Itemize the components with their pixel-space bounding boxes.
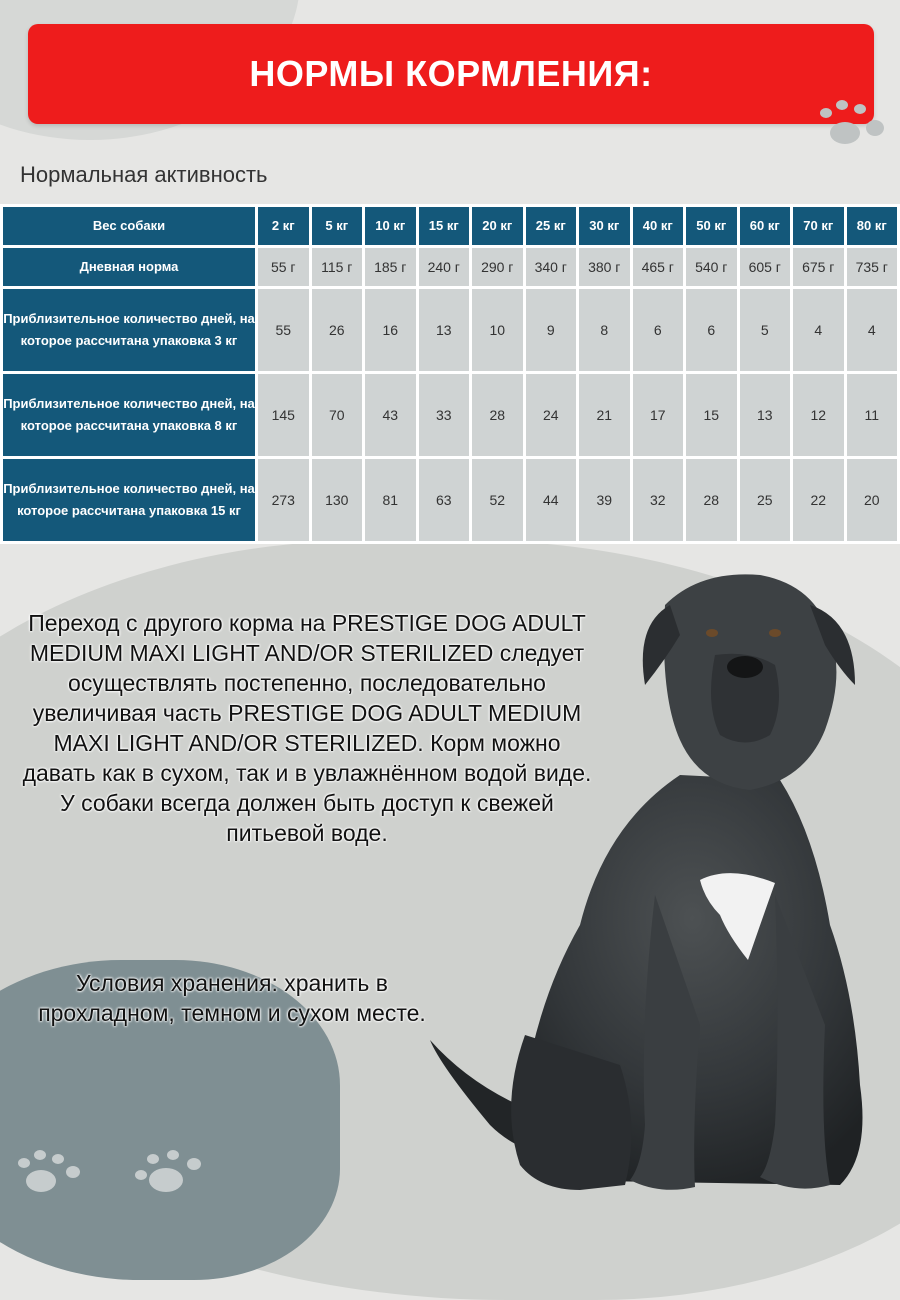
table-cell: 55 г [258,248,309,286]
table-row-days-8kg [3,374,897,456]
page-title: НОРМЫ КОРМЛЕНИЯ: [249,53,653,94]
table-cell: 43 [365,374,416,456]
table-cell: 12 [793,374,844,456]
table-row-daily-norm [3,248,897,286]
table-cell: 13 [740,374,791,456]
table-cell: 33 [419,374,470,456]
table-cell: 6 [633,289,684,371]
title-banner [28,24,874,124]
table-cell: 25 [740,459,791,541]
table-cell: 28 [472,374,523,456]
weight-header: 50 кг [686,207,737,245]
table-cell: 11 [847,374,898,456]
table-cell: 380 г [579,248,630,286]
table-cell: 735 г [847,248,898,286]
table-cell: 52 [472,459,523,541]
table-cell: 24 [526,374,577,456]
table-cell: 290 г [472,248,523,286]
table-cell: 32 [633,459,684,541]
weight-header: 5 кг [312,207,363,245]
feeding-table [0,204,900,544]
weight-header: 20 кг [472,207,523,245]
row-label: Приблизительное количество дней, на которое рассчитана упаковка 8 кг [3,374,255,456]
table-cell: 26 [312,289,363,371]
table-cell: 39 [579,459,630,541]
table-cell: 273 [258,459,309,541]
table-cell: 44 [526,459,577,541]
table-cell: 21 [579,374,630,456]
weight-header: 40 кг [633,207,684,245]
table-cell: 8 [579,289,630,371]
table-row-days-15kg [3,459,897,541]
table-header-label: Вес собаки [3,207,255,245]
table-cell: 9 [526,289,577,371]
table-cell: 6 [686,289,737,371]
storage-info-text: Условия хранения: хранить в прохладном, темном и сухом месте. [38,970,426,1026]
table-cell: 240 г [419,248,470,286]
table-cell: 17 [633,374,684,456]
table-cell: 465 г [633,248,684,286]
table-cell: 115 г [312,248,363,286]
weight-header: 15 кг [419,207,470,245]
weight-header: 60 кг [740,207,791,245]
table-cell: 5 [740,289,791,371]
table-cell: 10 [472,289,523,371]
paw-print-icon [820,100,890,150]
table-cell: 81 [365,459,416,541]
table-cell: 13 [419,289,470,371]
table-cell: 22 [793,459,844,541]
table-cell: 16 [365,289,416,371]
weight-header: 25 кг [526,207,577,245]
table-cell: 20 [847,459,898,541]
weight-header: 80 кг [847,207,898,245]
table-cell: 63 [419,459,470,541]
table-cell: 675 г [793,248,844,286]
weight-header: 70 кг [793,207,844,245]
weight-header: 30 кг [579,207,630,245]
table-row-weight [3,207,897,245]
table-cell: 55 [258,289,309,371]
weight-header: 2 кг [258,207,309,245]
row-label: Приблизительное количество дней, на которое рассчитана упаковка 3 кг [3,289,255,371]
table-cell: 185 г [365,248,416,286]
paw-print-icon [135,1150,215,1200]
row-label: Приблизительное количество дней, на которое рассчитана упаковка 15 кг [3,459,255,541]
table-cell: 145 [258,374,309,456]
table-cell: 340 г [526,248,577,286]
table-cell: 15 [686,374,737,456]
table-cell: 4 [793,289,844,371]
row-label: Дневная норма [3,248,255,286]
paw-print-icon [18,1150,88,1200]
table-cell: 540 г [686,248,737,286]
table-cell: 70 [312,374,363,456]
table-cell: 28 [686,459,737,541]
activity-subtitle: Нормальная активность [20,162,268,187]
table-cell: 130 [312,459,363,541]
table-cell: 605 г [740,248,791,286]
transition-info-text: Переход с другого корма на PRESTIGE DOG ADULT MEDIUM MAXI LIGHT AND/OR STERILIZED следует осуществлять постепенно, последовательно увеличивая часть PRESTIGE DOG ADULT MEDIUM MAXI LIGHT AND/OR STERILIZED. Корм можно давать как в сухом, так и в увлажнённом водой виде. У собаки всегда должен быть доступ к свежей питьевой воде. [22,610,592,846]
table-row-days-3kg [3,289,897,371]
weight-header: 10 кг [365,207,416,245]
table-cell: 4 [847,289,898,371]
